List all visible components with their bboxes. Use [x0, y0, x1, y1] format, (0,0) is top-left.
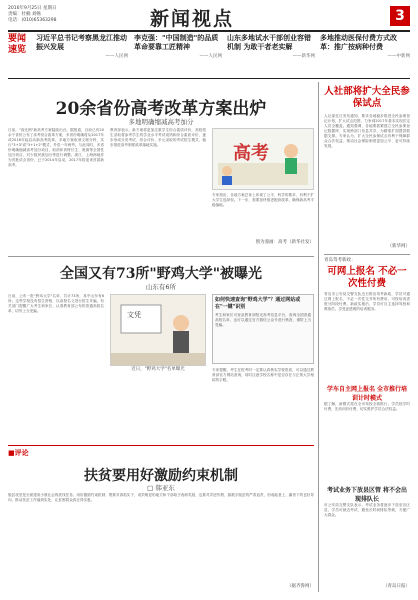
story1-cartoon-image [212, 128, 314, 190]
sidebar-story1-source: （新华网） [387, 244, 410, 249]
story1-subhead: 多地明确缩减高考加分 [128, 118, 194, 126]
brief-title: 山东多地试水干部创业容错机制 为敢干者老实解 [227, 34, 311, 51]
sidebar-separator [324, 254, 410, 255]
gaokao-cartoon-icon [213, 129, 313, 189]
story1-column-2: 教育部表示，新方案将更加注重学生综合素质评价，高校招生录取将参考学生的学业水平考试成绩和综合素质评价，逐步形成分类考试、综合评价、多元录取的考试招生模式，稳步推进高考制度改革落地实施。 [110, 128, 206, 147]
commentary-source: （据齐鲁网） [287, 584, 314, 589]
sidebar-story1-body: 人社部近日发布通知，要求各地稳步推进全民参保登记计划，扩大试点范围，力争到2017年基本实现法定人员全覆盖。通知强调，各地要抓紧建立全民参保登记数据库，实现跨部门信息共享，为精准扩面提供数据支撑。专家认为，扩大全民参保试点有利于保障群众合法权益，推动社会保险制度更加公平、更可持续发展。 [324, 114, 410, 148]
story2-byline: 山东有6所 [145, 283, 177, 291]
story2-headline[interactable]: 全国又有73所"野鸡大学"被曝光 [59, 266, 263, 282]
diploma-photo-icon [111, 295, 205, 365]
sidebar-story3-headline[interactable]: 学车自主网上报名 全市推行培训计时模式 [326, 386, 408, 402]
sidebar-story1-headline[interactable]: 人社部将扩大全民参保试点 [324, 86, 410, 109]
commentary-label: ■评论 [8, 449, 29, 457]
brief-source: ——人民网 [105, 54, 128, 59]
brief-item[interactable] [36, 34, 128, 61]
commentary-rule [8, 445, 314, 446]
svg-text:高考: 高考 [233, 143, 269, 164]
brief-item[interactable] [227, 34, 315, 61]
phone-line: 电话：(010)65363298 [8, 18, 57, 23]
brief-title: 习近平总书记考察黑龙江推动振兴发展 [36, 34, 127, 51]
brief-title: 多地推动医保付费方式改革：推广按病种付费 [320, 34, 397, 51]
commentary-headline[interactable]: 扶贫要用好激励约束机制 [84, 468, 238, 484]
story2-photo [110, 294, 206, 366]
sidebar-story4-source: （青岛日报） [383, 584, 410, 589]
sidebar-story4-body: 市公安局交警支队表示，考试业务将逐步下放至各区县，学员可就近考试，避免长时间排队等候，方便广大群众。 [324, 503, 410, 517]
briefs-label: 要闻速览 [8, 34, 27, 55]
header-rule [8, 30, 410, 32]
date-line: 2016年9月25日 星期日 [8, 6, 57, 11]
sidebar-story4-headline[interactable]: 考试业务下放县区管 将不会出现排队长 [326, 487, 408, 503]
story1-image-caption: 图为漫画：高考（新华社发） [255, 240, 314, 245]
sidebar-story2-body: 青岛市公安局交警支队近日推出驾考新政，学员可通过网上报名，不必一次性交齐所有费用，可按培训进度分阶段付费。新政实施后，学员可自主选择驾校和教练员，享受更透明的培训服务。 [324, 292, 410, 311]
story1-headline[interactable]: 20余省份高考改革方案出炉 [55, 99, 267, 119]
brief-source: ——新华网 [292, 54, 315, 59]
brief-source: ——人民网 [199, 54, 222, 59]
inset-body: 考生和家长可登录教育部阳光高考信息平台，查询全国普通高校名单，也可以通过官方微信公众号进行核查，谨防上当受骗。 [215, 313, 311, 327]
brief-title: 李克强："中国制造"的品质革命要靠工匠精神 [134, 34, 219, 51]
story2-inset-box [212, 294, 314, 364]
brief-item[interactable] [134, 34, 222, 61]
section-title: 新闻视点 [150, 8, 235, 30]
masthead-info [8, 6, 88, 24]
sidebar-story2-kicker: 青岛驾考新政： [324, 258, 356, 263]
brief-source: ——中新网 [387, 54, 410, 59]
story2-column-3: 专家提醒，考生在报考时一定要认真核实学校资质，可以通过教育部官方网站查询，同时注意学校名称中是否存在与正规大学相似的字眼。 [212, 368, 314, 382]
commentary-body: 脱贫攻坚是全面建成小康社会的底线任务。用好激励约束机制，既要对真抓实干、成效明显的地方和干部给予表彰奖励，也要对弄虚作假、搞数字脱贫的严肃追责，形成能者上、庸者下的良好导向，推动扶贫工作落到实处，让贫困群众真正得实惠。 [8, 493, 314, 502]
story1-column-1: 日前，"高比例"新高考方案陆续出台。据报道，目前已有20余个省份公布了高考综合改革方案，多省份明确将从2017年或2018年起启动新高考改革。多地方案取消文理分科，实行"3+3"或"3+1+2"模式，外语一年两考。与此同时，多省份明确缩减高考加分项目，取消体育特长生、奥赛等全国性加分项目，对少数民族加分等进行调整。浙江、上海两地作为首批试点省份，已于2014年启动，2017年将迎来首届新高考。 [8, 128, 104, 167]
story1-column-3: 专家指出，各地方案总体上体现了公平、科学的要求，有利于扩大学生选择权。下一步，需要加快推进配套改革，确保新高考平稳落地。 [212, 193, 314, 207]
sidebar-story3-body: 据了解，新模式将在全市驾校全面推行，学员按学时付费，先培训后付费，切实维护学员合法权益。 [324, 402, 410, 411]
inset-title: 如何快速查询"野鸡大学"？通过网站或在"一键"识别 [215, 297, 301, 310]
sidebar-story2-headline[interactable]: 可网上报名 不必一次性付费 [327, 266, 407, 289]
commentary-byline: □ 韩亚东 [147, 484, 175, 492]
story2-column-1: 日前，公布一批"野鸡大学"名单，共计73所，其中山东有6所。这些学校没有招生资格，以高校名义进行招生诈骗。有关部门提醒广大考生和家长，认准教育部公布的普通高校名单，切勿上当受骗。 [8, 294, 104, 313]
briefs-rule [8, 78, 410, 79]
brief-item[interactable] [320, 34, 410, 61]
editor-line: 责编：杜楠 刘畅 [8, 12, 41, 17]
svg-text:文凭: 文凭 [127, 311, 141, 319]
story2-image-caption: 近日，"野鸡大学"名单曝光 [131, 367, 185, 372]
page-number: 3 [390, 6, 410, 26]
column-separator [318, 82, 319, 592]
story-separator [8, 256, 314, 257]
